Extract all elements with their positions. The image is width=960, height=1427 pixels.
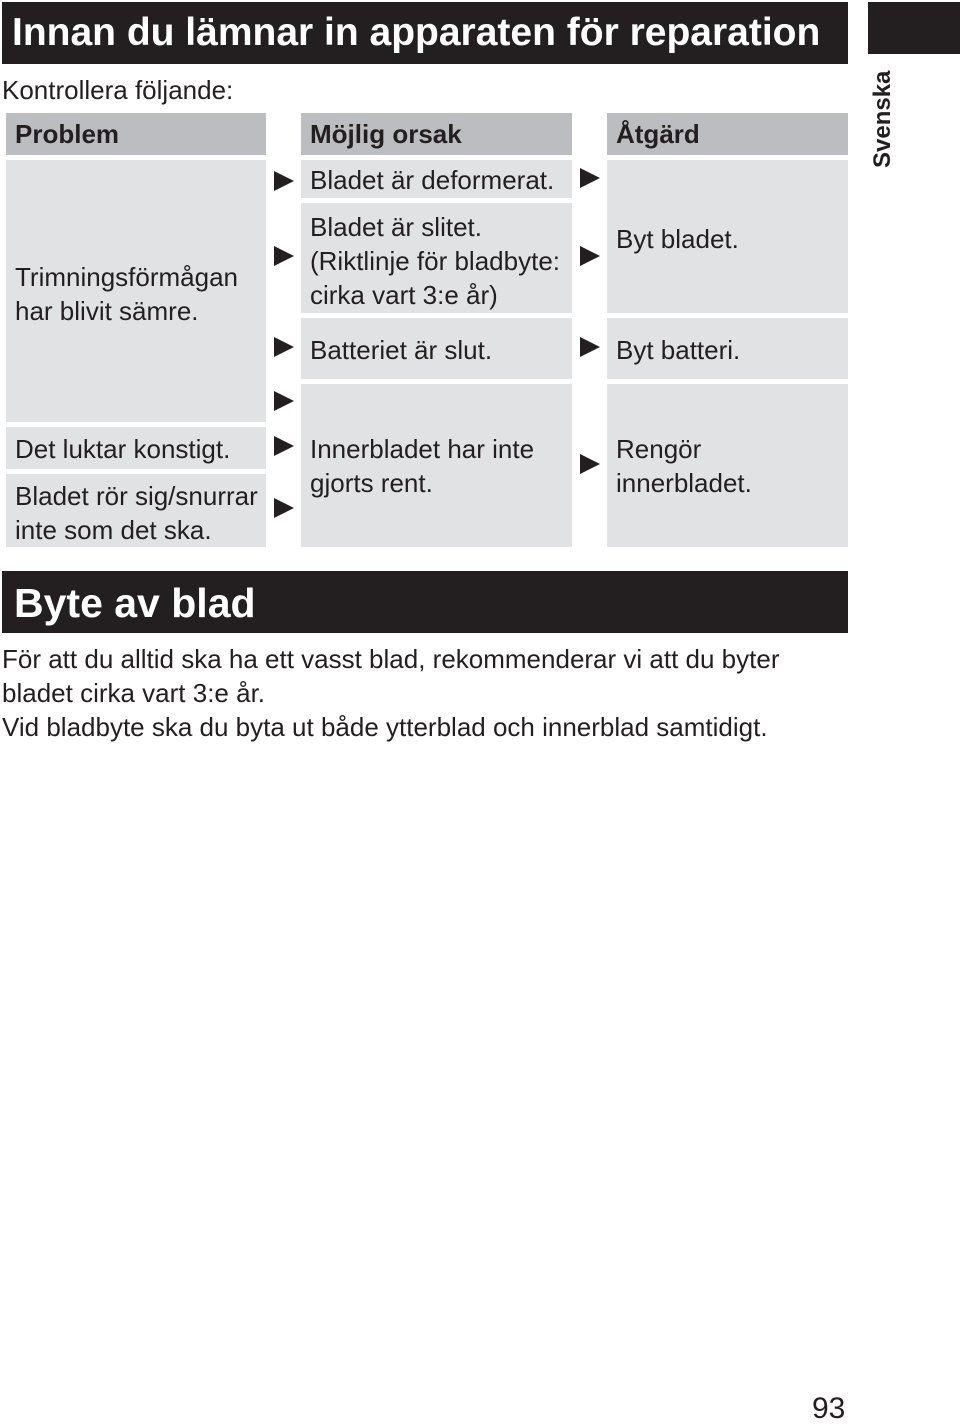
- arrow-right-icon: [274, 436, 294, 456]
- problem-text: Det luktar konstigt.: [15, 434, 231, 464]
- cause-text: Bladet är deformerat.: [310, 165, 555, 195]
- cause-text: Batteriet är slut.: [310, 335, 493, 365]
- cause-text: Innerbladet har inte gjorts rent.: [310, 434, 535, 498]
- problem-text: Bladet rör sig/snurrar inte som det ska.: [15, 481, 258, 545]
- arrow-right-icon: [274, 498, 294, 518]
- column-header-problem: Problem: [6, 113, 266, 155]
- action-text: Byt batteri.: [616, 335, 741, 365]
- cause-cell: [301, 203, 572, 313]
- action-cell: [607, 318, 848, 379]
- arrow-right-icon: [274, 337, 294, 357]
- action-text: Byt bladet.: [616, 224, 739, 254]
- arrow-right-icon: [580, 246, 600, 266]
- page-number: 93: [812, 1392, 846, 1425]
- column-header-action: Åtgärd: [607, 113, 848, 155]
- action-cell: [607, 160, 848, 313]
- problem-cell: [6, 427, 266, 469]
- problem-text: Trimningsförmågan har blivit sämre.: [15, 262, 239, 326]
- body-text: Vid bladbyte ska du byta ut både ytterblad och innerblad samtidigt.: [2, 712, 768, 742]
- body-text: bladet cirka vart 3:e år.: [2, 678, 266, 708]
- problem-cell: [6, 160, 266, 422]
- cause-text: Bladet är slitet. (Riktlinje för bladbyte: cirka vart 3:e år): [310, 212, 560, 310]
- arrow-right-icon: [274, 171, 294, 191]
- intro-text: Kontrollera följande:: [2, 75, 234, 105]
- arrow-right-icon: [274, 246, 294, 266]
- page-title: Innan du lämnar in apparaten för reparation: [2, 2, 848, 64]
- section-title: Byte av blad: [2, 571, 848, 633]
- cause-cell: [301, 318, 572, 379]
- arrow-right-icon: [580, 337, 600, 357]
- action-cell: [607, 384, 848, 547]
- language-tab-label: Svenska: [869, 70, 896, 168]
- arrow-right-icon: [580, 168, 600, 188]
- language-tab-marker: [868, 2, 960, 54]
- cause-cell: [301, 384, 572, 547]
- problem-cell: [6, 474, 266, 547]
- arrow-right-icon: [274, 391, 294, 411]
- action-text: Rengör innerbladet.: [616, 434, 752, 498]
- body-text: För att du alltid ska ha ett vasst blad, rekommenderar vi att du byter: [2, 644, 780, 674]
- cause-cell: [301, 160, 572, 198]
- arrow-right-icon: [580, 454, 600, 474]
- column-header-cause: Möjlig orsak: [301, 113, 572, 155]
